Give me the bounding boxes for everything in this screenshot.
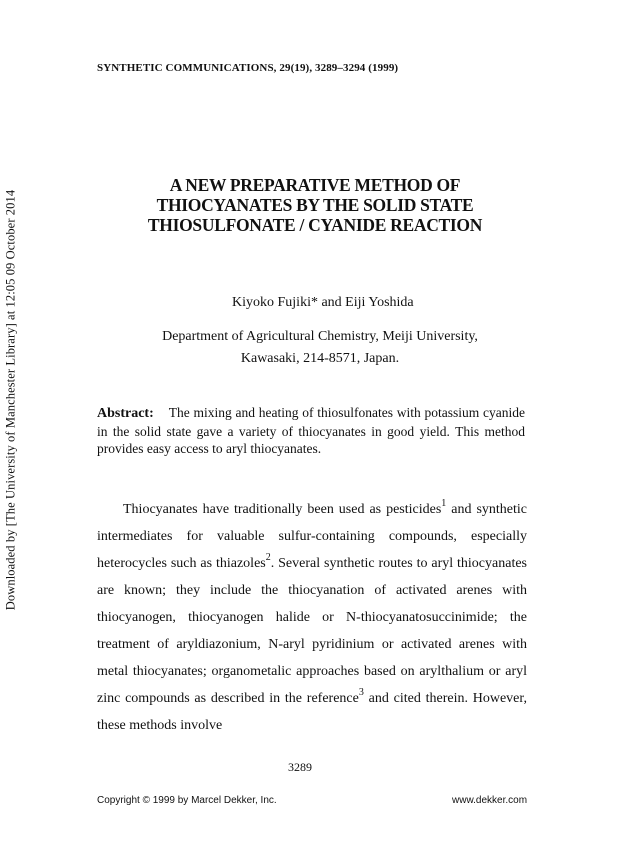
title-line-2: THIOCYANATES BY THE SOLID STATE bbox=[156, 195, 474, 215]
copyright-notice: Copyright © 1999 by Marcel Dekker, Inc. bbox=[97, 795, 277, 806]
title-line-1: A NEW PREPARATIVE METHOD OF bbox=[169, 175, 461, 195]
article-title bbox=[80, 175, 550, 235]
publisher-website: www.dekker.com bbox=[452, 795, 528, 806]
title-line-3: THIOSULFONATE / CYANIDE REACTION bbox=[147, 215, 483, 235]
affiliation bbox=[80, 326, 560, 370]
body-text-segment: Thiocyanates have traditionally been used as pesticides bbox=[123, 502, 442, 517]
body-text-segment: . Several synthetic routes to aryl thiocyanates are known; they include the thiocyanation of activated arenes with thiocyanogen, thiocyanogen halide or N-thiocyanatosuccinimide; the treatment of aryldiazonium, N-aryl pyridinium or activated arenes with metal thiocyanates; organometalic approaches based on arylthalium or aryl zinc compounds as described in the reference bbox=[97, 556, 528, 706]
abstract-label: Abstract: bbox=[97, 406, 154, 421]
reference-3: 3 bbox=[358, 687, 364, 699]
journal-citation: SYNTHETIC COMMUNICATIONS, 29(19), 3289–3294 (1999) bbox=[97, 62, 399, 74]
abstract-text: The mixing and heating of thiosulfonates with potassium cyanide in the solid state gave a variety of thiocyanates in good yield. This method provides easy access to aryl thiocyanates. bbox=[97, 405, 525, 456]
affiliation-line-1: Department of Agricultural Chemistry, Meiji University, bbox=[162, 329, 478, 344]
body-text-segment: and cited therein. However, these methods involve bbox=[97, 691, 527, 733]
download-watermark bbox=[3, 120, 19, 680]
authors: Kiyoko Fujiki* and Eiji Yoshida bbox=[232, 295, 414, 310]
body-text-segment: and synthetic intermediates for valuable sulfur-containing compounds, especially heterocycles such as thiazoles bbox=[97, 502, 528, 571]
download-note: Downloaded by [The University of Manchester Library] at 12:05 09 October 2014 bbox=[3, 189, 18, 611]
reference-2: 2 bbox=[265, 552, 271, 564]
affiliation-line-2: Kawasaki, 214-8571, Japan. bbox=[240, 351, 400, 366]
page-number: 3289 bbox=[288, 760, 312, 774]
reference-1: 1 bbox=[441, 498, 447, 510]
abstract bbox=[97, 404, 525, 458]
paragraph bbox=[97, 496, 527, 739]
body-text bbox=[97, 496, 527, 739]
